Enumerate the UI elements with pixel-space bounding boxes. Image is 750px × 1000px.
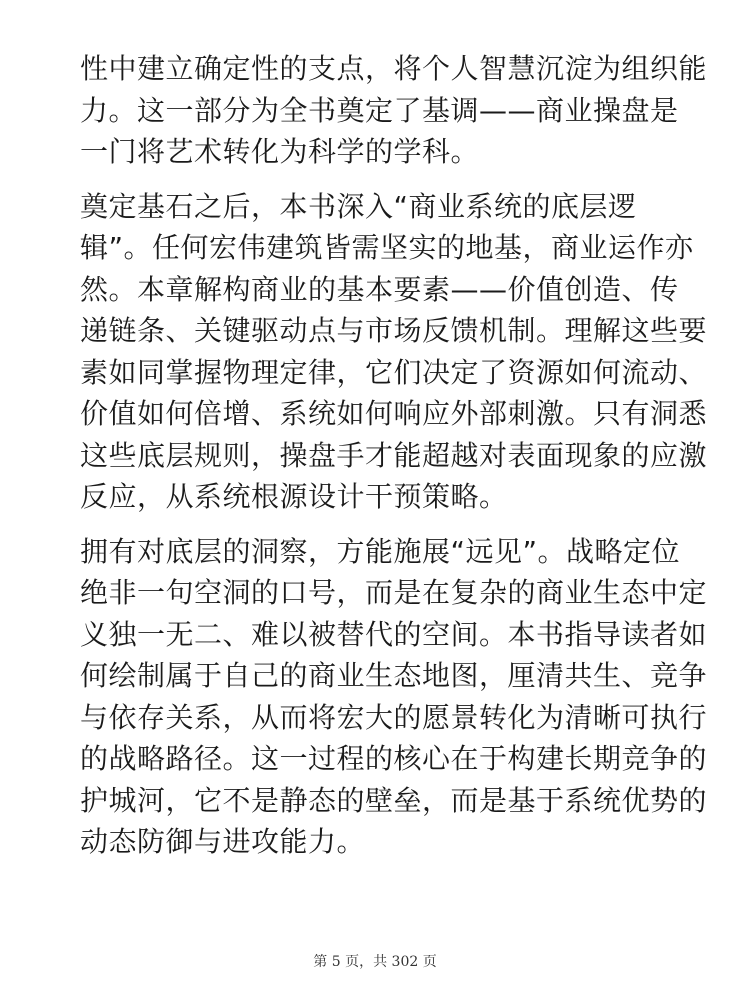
paragraph-2 — [80, 186, 708, 518]
text-line: 然。本章解构商业的基本要素——价值创造、传 — [80, 272, 679, 306]
text-line: 一门将艺术转化为科学的学科。 — [80, 135, 480, 168]
text-line: 与依存关系，从而将宏大的愿景转化为清晰可执行 — [80, 700, 708, 734]
text-line: 动态防御与进攻能力。 — [80, 825, 366, 858]
text-line: 反应，从系统根源设计干预策略。 — [80, 480, 508, 513]
text-line: 辑”。任何宏伟建筑皆需坚实的地基，商业运作亦 — [80, 231, 694, 264]
page-number-footer: 第 5 页，共 302 页 — [313, 954, 437, 970]
text-line: 护城河，它不是静态的壁垒，而是基于系统优势的 — [80, 783, 708, 817]
text-line: 义独一无二、难以被替代的空间。本书指导读者如 — [80, 617, 708, 651]
body-text — [80, 48, 708, 876]
text-line: 拥有对底层的洞察，方能施展“远见”。战略定位 — [80, 534, 681, 568]
text-line: 绝非一句空洞的口号，而是在复杂的商业生态中定 — [80, 576, 708, 609]
text-line: 素如同掌握物理定律，它们决定了资源如何流动、 — [80, 355, 708, 389]
text-line: 价值如何倍增、系统如何响应外部刺激。只有洞悉 — [80, 397, 708, 430]
text-line: 何绘制属于自己的商业生态地图，厘清共生、竞争 — [80, 659, 708, 692]
paragraph-1 — [80, 48, 708, 173]
text-line: 的战略路径。这一过程的核心在于构建长期竞争的 — [80, 742, 708, 775]
text-line: 递链条、关键驱动点与市场反馈机制。理解这些要 — [80, 314, 708, 347]
text-line: 性中建立确定性的支点，将个人智慧沉淀为组织能 — [80, 52, 708, 85]
text-line: 力。这一部分为全书奠定了基调——商业操盘是 — [80, 93, 679, 127]
text-line: 奠定基石之后，本书深入“商业系统的底层逻 — [80, 189, 637, 223]
paragraph-3 — [80, 531, 708, 863]
text-line: 这些底层规则，操盘手才能超越对表面现象的应激 — [80, 438, 708, 472]
